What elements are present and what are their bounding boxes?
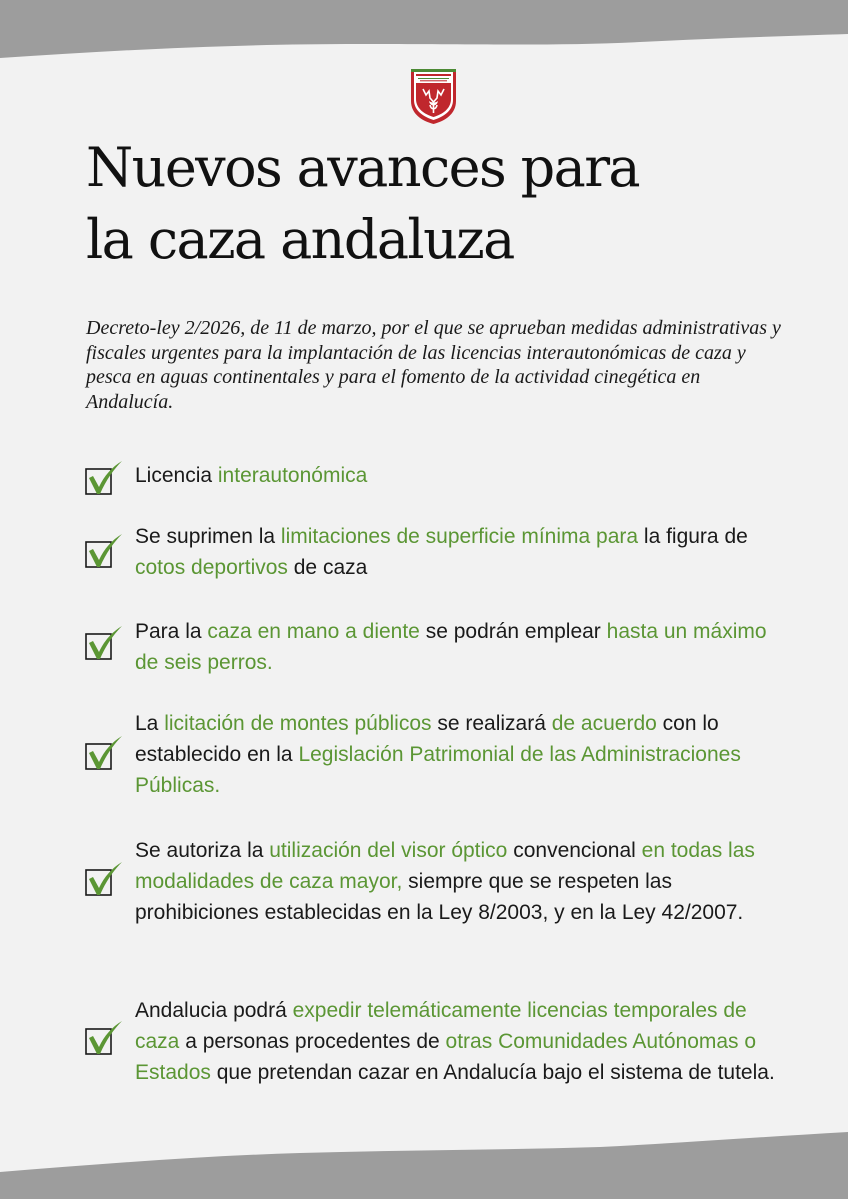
- green-checkmark-icon: [84, 1019, 124, 1059]
- item-text-segment: siempre que se respeten las prohibiciones establecidas en la Ley 8/2003, y en la Ley 42/2007.: [135, 870, 744, 924]
- green-checkmark-icon: [84, 860, 124, 900]
- item-text-segment: que pretendan cazar en Andalucía bajo el sistema de tutela.: [210, 1061, 775, 1084]
- highlighted-text: utilización del visor óptico: [269, 839, 508, 862]
- green-checkmark-icon: [84, 459, 124, 499]
- item-text-segment: de caza: [287, 556, 368, 579]
- item-text: [135, 835, 775, 928]
- green-checkmark-icon: [84, 532, 124, 572]
- item-text-segment: con lo establecido en la: [135, 712, 719, 766]
- item-text-segment: Licencia: [135, 464, 218, 487]
- highlighted-text: expedir telemáticamente licencias temporales de caza: [135, 999, 747, 1053]
- highlighted-text: Legislación Patrimonial de las Administraciones Públicas.: [135, 743, 741, 797]
- item-text-segment: la figura de: [638, 525, 748, 548]
- item-text: [135, 460, 775, 491]
- highlighted-text: caza en mano a diente: [207, 620, 420, 643]
- green-checkmark-icon: [84, 734, 124, 774]
- decree-subtitle: Decreto-ley 2/2026, de 11 de marzo, por el que se aprueban medidas administrativas y fiscales urgentes para la implantación de las licencias interautonómicas de caza y pesca en aguas continentales y para el fomento de la actividad cinegética en Andalucía.: [86, 317, 781, 413]
- green-checkmark-icon: [84, 624, 124, 664]
- title-line-2: la caza andaluza: [86, 208, 514, 271]
- item-text-segment: Se autoriza la: [135, 839, 270, 862]
- highlighted-text: otras Comunidades Autónomas o Estados: [135, 1030, 757, 1084]
- federation-crest-icon: [409, 67, 458, 125]
- item-text-segment: se podrán emplear: [419, 620, 607, 643]
- item-text-segment: Para la: [135, 620, 208, 643]
- title-line-1: Nuevos avances para: [86, 136, 640, 199]
- item-text: [135, 616, 775, 678]
- highlighted-text: interautonómica: [217, 464, 368, 487]
- item-text: [135, 995, 775, 1088]
- page-title: [86, 132, 806, 276]
- highlighted-text: limitaciones de superficie mínima para: [280, 525, 639, 548]
- item-text: [135, 521, 775, 583]
- item-text-segment: La: [135, 712, 165, 735]
- item-text-segment: Andalucia podrá: [135, 999, 293, 1022]
- highlighted-text: de acuerdo: [551, 712, 657, 735]
- highlighted-text: en todas las modalidades de caza mayor,: [135, 839, 755, 893]
- highlighted-text: licitación de montes públicos: [164, 712, 432, 735]
- item-text-segment: se realizará: [431, 712, 552, 735]
- item-text-segment: Se suprimen la: [135, 525, 281, 548]
- highlighted-text: hasta un máximo de seis perros.: [135, 620, 767, 674]
- item-text: [135, 708, 775, 801]
- item-text-segment: convencional: [507, 839, 642, 862]
- highlighted-text: cotos deportivos: [135, 556, 288, 579]
- item-text-segment: a personas procedentes de: [179, 1030, 446, 1053]
